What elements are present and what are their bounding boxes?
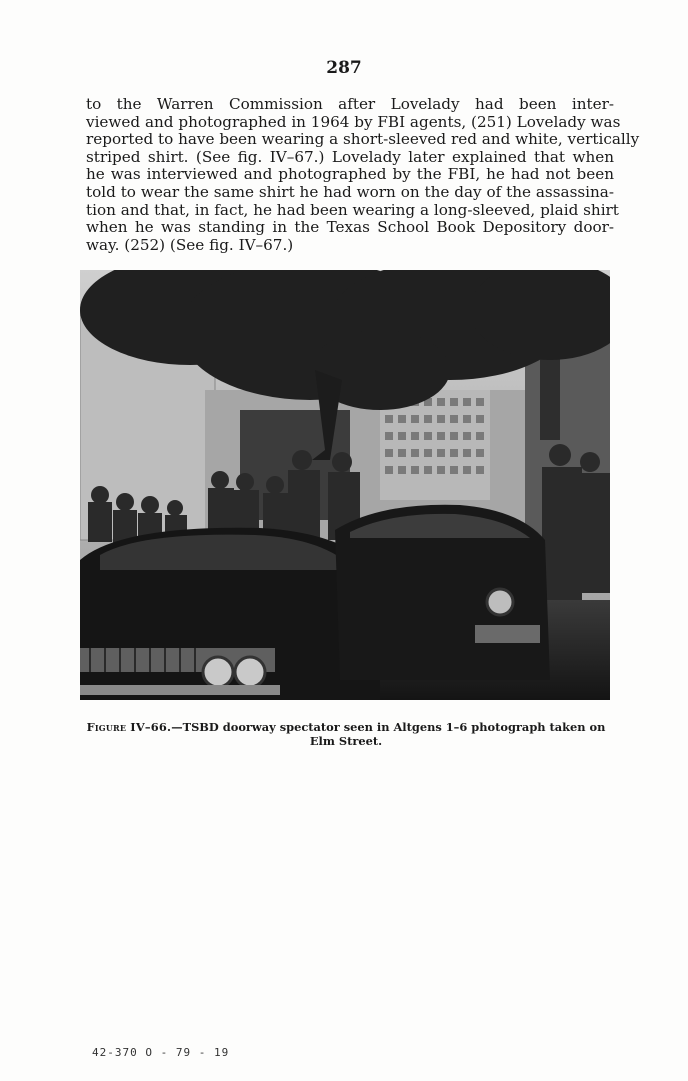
print-code: 42-370 O - 79 - 19 <box>92 1046 230 1059</box>
body-line: reported to have been wearing a short-sleeved red and white, vertically <box>86 130 640 149</box>
figure-label: Figure IV–66. <box>86 720 172 734</box>
body-line: to the Warren Commission after Lovelady had been inter- <box>86 95 614 113</box>
figure-caption <box>78 720 614 748</box>
body-line: viewed and photographed in 1964 by FBI agents, (251) Lovelady was <box>86 112 621 131</box>
figure-caption-text: —TSBD doorway spectator seen in Altgens 1–6 photograph taken on Elm Street. <box>171 720 606 748</box>
body-line: striped shirt. (See fig. IV–67.) Lovelady later explained that when <box>86 147 614 166</box>
page-number: 287 <box>326 58 362 78</box>
body-paragraph <box>86 95 640 254</box>
body-line: told to wear the same shirt he had worn on the day of the assassina- <box>86 182 614 201</box>
figure-photograph <box>80 270 610 700</box>
body-line: he was interviewed and photographed by the FBI, he had not been <box>86 165 614 184</box>
body-line: when he was standing in the Texas School Book Depository door- <box>86 218 614 237</box>
body-line: way. (252) (See fig. IV–67.) <box>86 235 294 254</box>
body-line: tion and that, in fact, he had been wearing a long-sleeved, plaid shirt <box>86 200 619 219</box>
photograph-illustration <box>80 270 610 700</box>
